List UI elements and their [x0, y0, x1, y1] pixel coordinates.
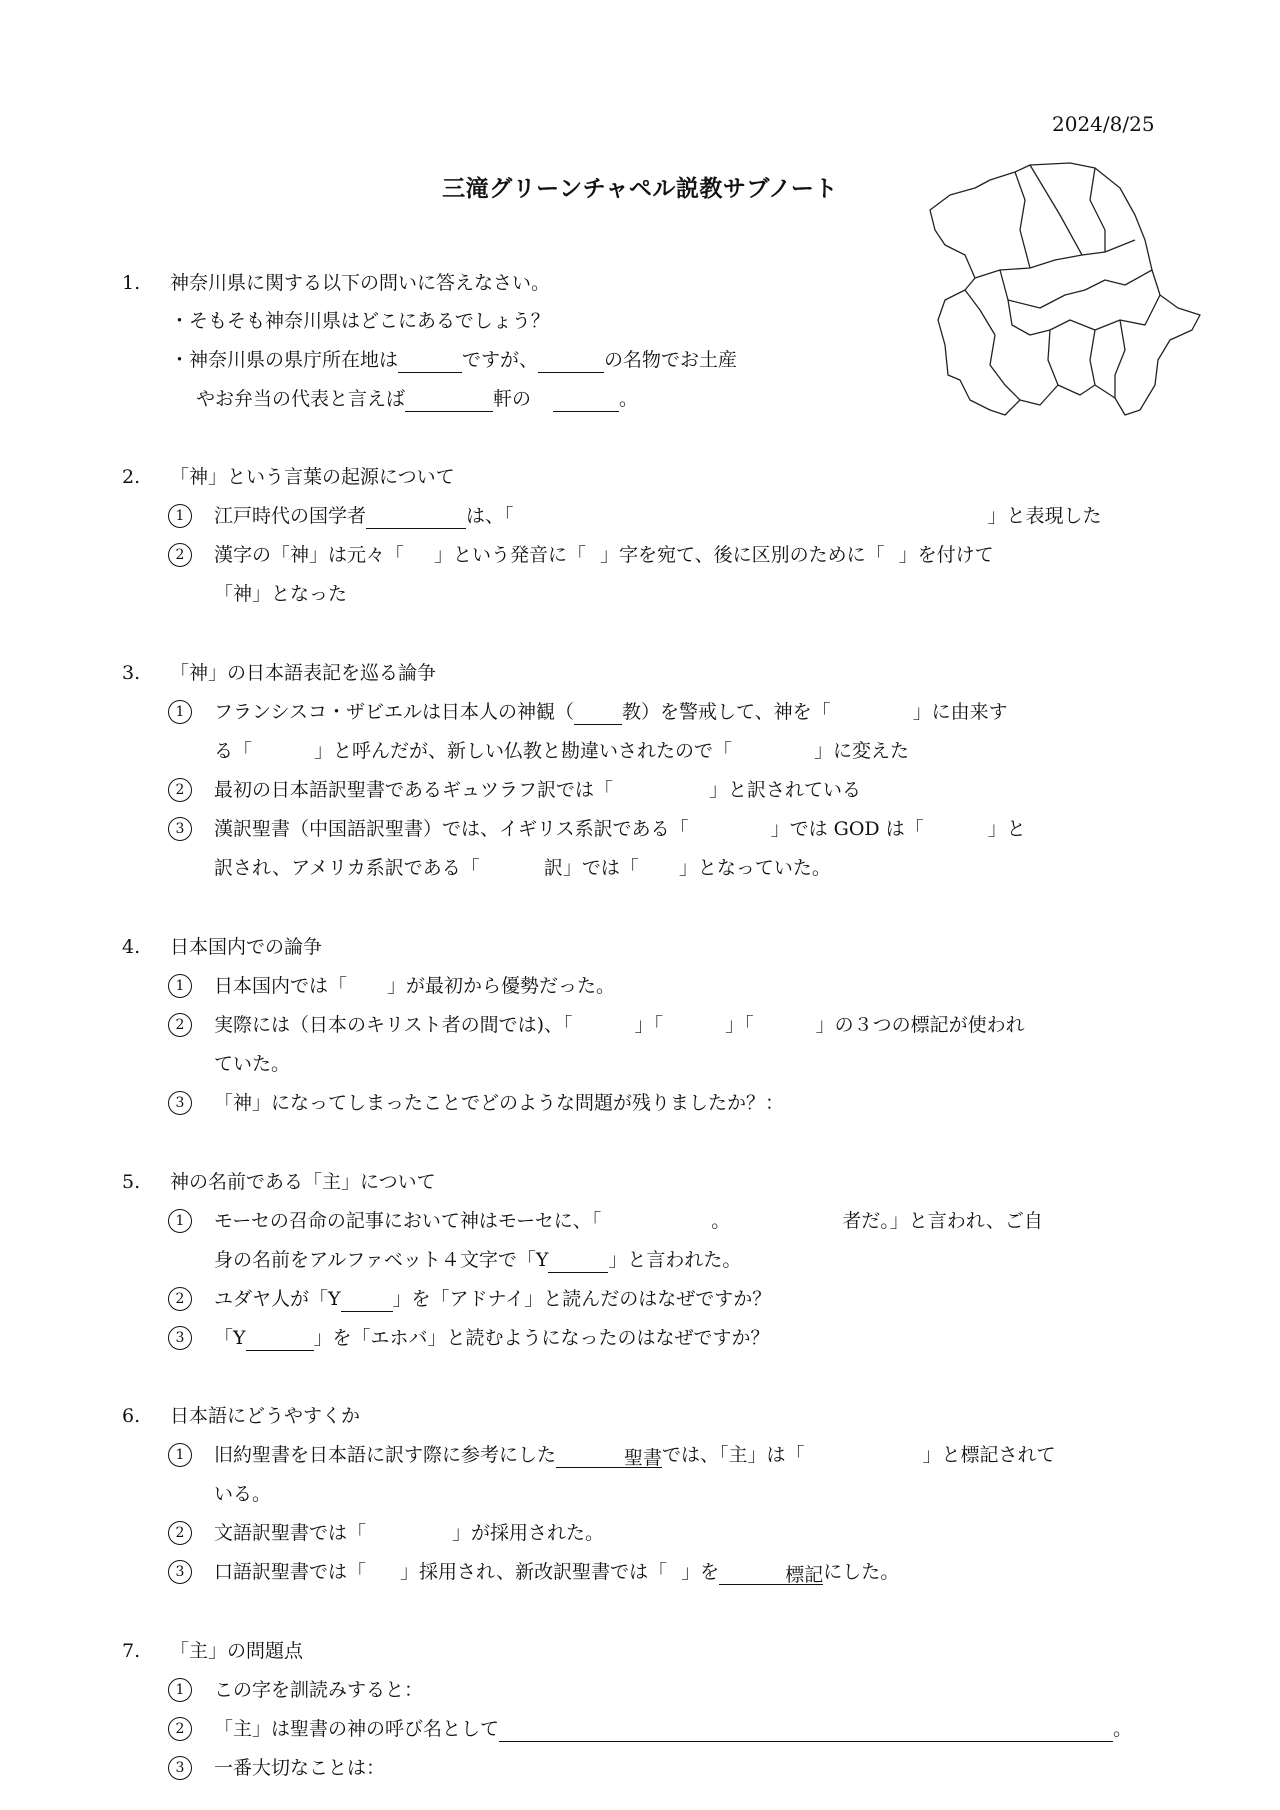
item-line	[214, 973, 615, 999]
text-fragment: にした。	[823, 1561, 900, 1583]
text-fragment: ですが、	[462, 349, 539, 371]
page-title: 三滝グリーンチャペル説教サブノート	[442, 175, 838, 202]
item-line	[214, 1520, 604, 1546]
question-line	[170, 347, 737, 373]
text-fragment: 」が採用された。	[452, 1522, 605, 1544]
text-fragment: 」字を宛て、後に区別のために「	[600, 544, 885, 566]
item-line	[214, 855, 831, 881]
item-marker: 2	[168, 1520, 192, 1546]
text-fragment: 」に変えた	[814, 740, 910, 762]
text-fragment: 。	[1113, 1718, 1133, 1740]
text-fragment: 旧約聖書を日本語に訳す際に参考にした	[214, 1444, 557, 1466]
text-fragment: は、「	[466, 505, 514, 527]
text-fragment: 。	[711, 1210, 731, 1232]
item-line	[214, 738, 909, 764]
question-line: ・そもそも神奈川県はどこにあるでしょう？	[170, 310, 550, 332]
text-fragment: ・神奈川県の県庁所在地は	[170, 349, 399, 371]
item-line	[214, 1325, 770, 1351]
item-line	[214, 1208, 1043, 1234]
section-number: 3.	[122, 662, 141, 684]
item-line	[214, 777, 861, 803]
blank-field[interactable]	[553, 389, 619, 412]
item-marker: 2	[168, 542, 192, 568]
text-fragment: 」と言われた。	[608, 1249, 742, 1271]
item-marker: 1	[168, 503, 192, 529]
text-fragment: 」という発音に「	[434, 544, 587, 566]
text-fragment: 」採用され、新改訳聖書では「	[400, 1561, 668, 1583]
text-fragment: 」と表現した	[987, 505, 1102, 527]
blank-field[interactable]	[499, 1719, 1113, 1742]
text-fragment: では、「主」は「	[662, 1444, 805, 1466]
section-heading: 日本語にどうやすくか	[170, 1405, 361, 1427]
date: 2024/8/25	[1052, 112, 1155, 136]
item-marker: 2	[168, 1012, 192, 1038]
text-fragment: 」と訳されている	[709, 779, 862, 801]
blank-field[interactable]	[366, 506, 466, 529]
section-number: 7.	[122, 1640, 141, 1662]
text-fragment: 漢字の「神」は元々「	[214, 544, 405, 566]
item-line	[214, 816, 1026, 842]
text-fragment: 「Y	[214, 1327, 246, 1349]
item-marker: 2	[168, 1716, 192, 1742]
text-fragment: 聖書	[624, 1447, 663, 1469]
text-fragment: 」が最初から優勢だった。	[387, 975, 616, 997]
item-line	[214, 1559, 899, 1585]
text-fragment: 漢訳聖書（中国語訳聖書）では、イギリス系訳である「	[214, 818, 689, 840]
item-line	[214, 1286, 771, 1312]
text-fragment: 口語訳聖書では「	[214, 1561, 367, 1583]
text-fragment: 江戸時代の国学者	[214, 505, 367, 527]
section-number: 4.	[122, 936, 141, 958]
text-fragment: 文語訳聖書では「	[214, 1522, 367, 1544]
text-fragment: ユダヤ人が「Y	[214, 1288, 341, 1310]
question-line	[196, 386, 638, 412]
item-marker: 3	[168, 1090, 192, 1116]
item-marker: 3	[168, 816, 192, 842]
item-marker: 2	[168, 1286, 192, 1312]
text-fragment: 。	[619, 388, 639, 410]
section-heading: 神の名前である「主」について	[170, 1171, 436, 1193]
kanagawa-map	[920, 160, 1210, 435]
text-fragment: 軒の	[493, 388, 532, 410]
section-heading: 「神」という言葉の起源について	[170, 466, 455, 488]
text-fragment: 」「	[725, 1014, 754, 1036]
blank-field[interactable]	[719, 1562, 785, 1585]
text-fragment: 」では GOD は「	[770, 818, 924, 840]
text-fragment: 」の３つの標記が使われ	[815, 1014, 1025, 1036]
text-fragment: 」と	[987, 818, 1026, 840]
text-fragment: 者だ。」と言われ、ご自	[842, 1210, 1043, 1232]
text-fragment: 日本国内では「	[214, 975, 348, 997]
section-heading: 神奈川県に関する以下の問いに答えなさい。	[170, 272, 551, 294]
blank-field[interactable]	[341, 1289, 393, 1312]
item-line: 「神」になってしまったことでどのような問題が残りましたか？：	[214, 1092, 785, 1114]
section-number: 1.	[122, 272, 141, 294]
text-fragment: 標記	[785, 1564, 824, 1586]
blank-field[interactable]	[548, 1250, 608, 1273]
text-fragment: 」に由来す	[912, 701, 1008, 723]
item-marker: 3	[168, 1325, 192, 1351]
text-fragment: 」と標記されて	[922, 1444, 1056, 1466]
text-fragment: 最初の日本語訳聖書であるギュツラフ訳では「	[214, 779, 614, 801]
text-fragment: やお弁当の代表と言えば	[196, 388, 406, 410]
item-line: 「神」となった	[214, 583, 348, 605]
item-line: ていた。	[214, 1053, 291, 1075]
text-fragment: 」と呼んだが、新しい仏教と勘違いされたので「	[314, 740, 733, 762]
text-fragment: 訳され、アメリカ系訳である「	[214, 857, 480, 879]
item-line	[214, 699, 1008, 725]
text-fragment: 」「	[634, 1014, 664, 1036]
text-fragment: 訳」では「	[543, 857, 639, 879]
text-fragment: 「主」は聖書の神の呼び名として	[214, 1718, 500, 1740]
text-fragment: る「	[214, 740, 253, 762]
text-fragment: 」となっていた。	[678, 857, 831, 879]
blank-field[interactable]	[574, 702, 622, 725]
item-marker: 1	[168, 699, 192, 725]
section-heading: 「主」の問題点	[170, 1640, 304, 1662]
item-marker: 2	[168, 777, 192, 803]
blank-field[interactable]	[556, 1445, 624, 1468]
blank-field[interactable]	[538, 350, 604, 373]
section-number: 6.	[122, 1405, 141, 1427]
item-marker: 1	[168, 973, 192, 999]
item-line: この字を訓読みすると：	[214, 1679, 424, 1701]
blank-field[interactable]	[246, 1328, 314, 1351]
text-fragment: 実際には（日本のキリスト者の間では)、「	[214, 1014, 573, 1036]
text-fragment: 」を「エホバ」と読むようになったのはなぜですか？	[313, 1327, 770, 1349]
item-marker: 1	[168, 1442, 192, 1468]
text-fragment: 」を	[681, 1561, 720, 1583]
item-line: 一番大切なことは：	[214, 1757, 386, 1779]
section-number: 2.	[122, 466, 141, 488]
section-heading: 日本国内での論争	[170, 936, 323, 958]
text-fragment: 」を「アドナイ」と読んだのはなぜですか？	[392, 1288, 772, 1310]
section-number: 5.	[122, 1171, 141, 1193]
item-line	[214, 1442, 1056, 1468]
blank-field[interactable]	[405, 389, 493, 412]
item-line	[214, 542, 994, 568]
item-marker: 1	[168, 1208, 192, 1234]
item-line	[214, 1716, 1132, 1742]
text-fragment: 教）を警戒して、神を「	[621, 701, 831, 723]
item-line	[214, 503, 1102, 529]
item-marker: 3	[168, 1559, 192, 1585]
item-marker: 1	[168, 1677, 192, 1703]
item-marker: 3	[168, 1755, 192, 1781]
section-heading: 「神」の日本語表記を巡る論争	[170, 662, 437, 684]
text-fragment: 」を付けて	[898, 544, 994, 566]
text-fragment: の名物でお土産	[604, 349, 738, 371]
text-fragment: 身の名前をアルファベット４文字で「Y	[214, 1249, 549, 1271]
item-line: いる。	[214, 1483, 272, 1505]
text-fragment: モーセの召命の記事において神はモーセに、「	[214, 1210, 602, 1232]
text-fragment: フランシスコ・ザビエルは日本人の神観（	[214, 701, 574, 723]
blank-field[interactable]	[398, 350, 462, 373]
item-line	[214, 1012, 1025, 1038]
item-line	[214, 1247, 741, 1273]
